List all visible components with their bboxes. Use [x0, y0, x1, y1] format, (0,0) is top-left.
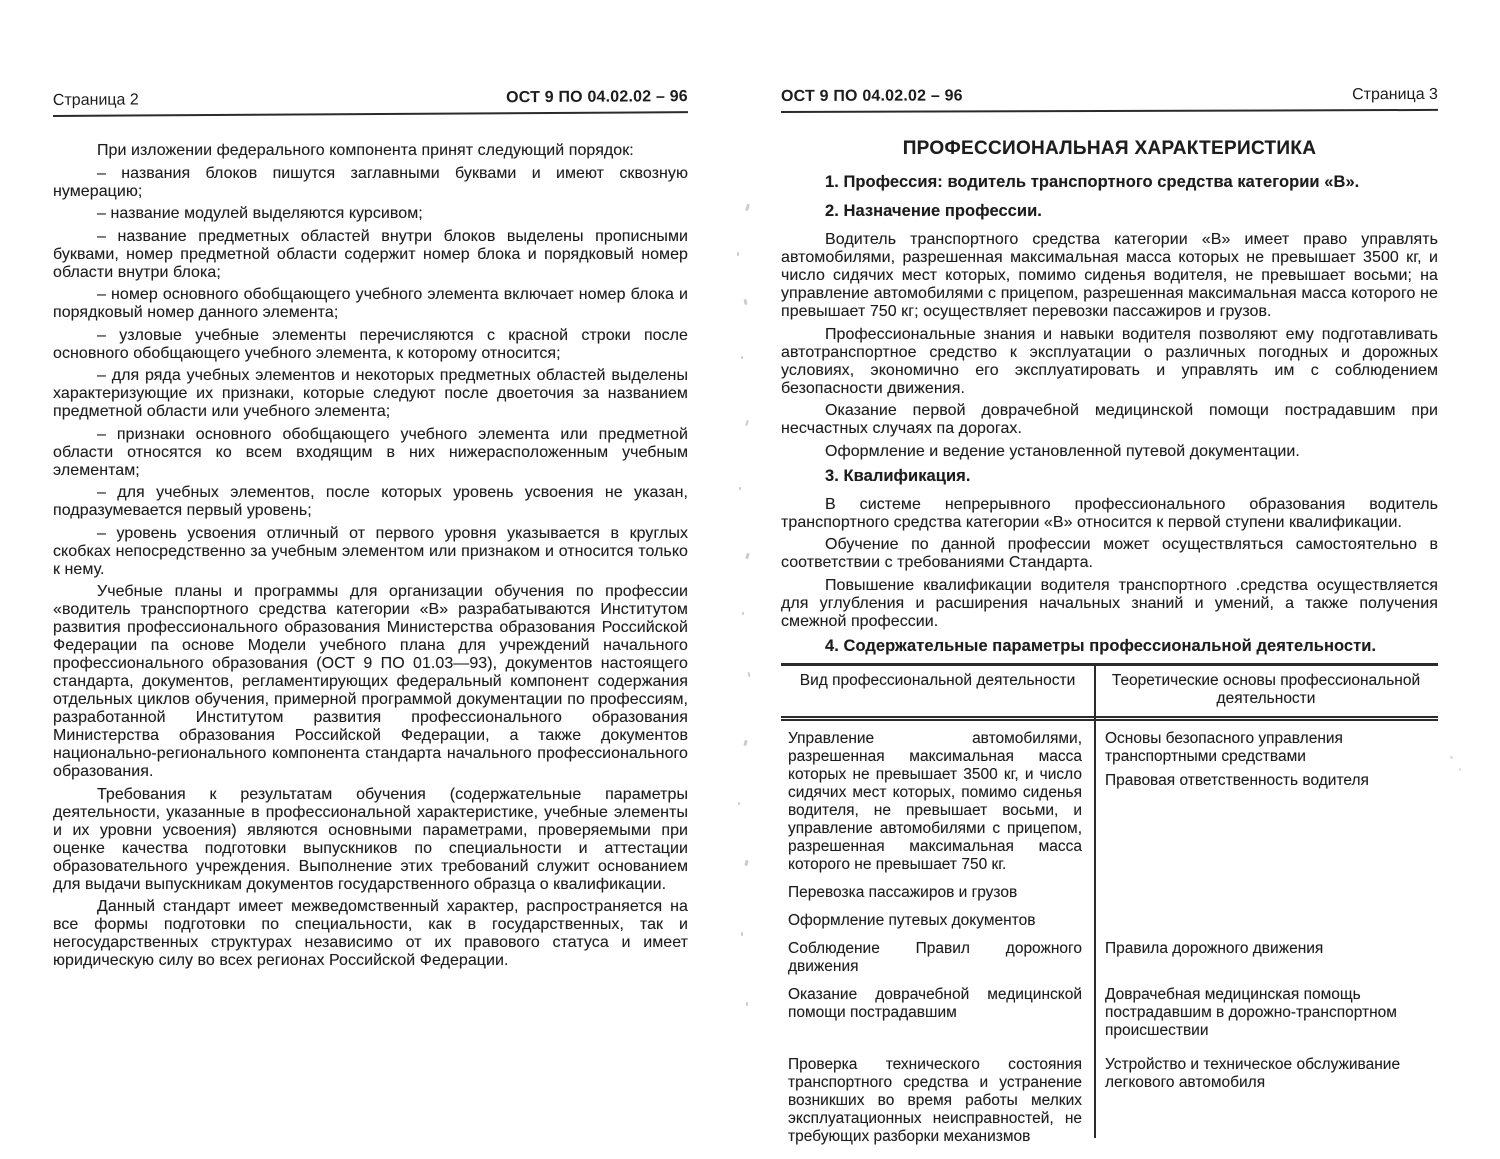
page-number-label: Страница 2: [52, 91, 139, 110]
page-2: [52, 88, 688, 975]
scan-speck: [741, 932, 743, 936]
standard-number: ОСТ 9 ПО 04.02.02 – 96: [780, 87, 963, 106]
paragraph: При изложении федерального компонента принят следующий порядок:: [97, 142, 634, 159]
page3-body: [781, 138, 1438, 1146]
section-heading-2: 2. Назначение профессии.: [825, 202, 1042, 220]
list-item: – названия блоков пишутся заглавными буквами и имеют сквозную нумерацию;: [53, 164, 688, 200]
list-item: – номер основного обобщающего учебного элемента включает номер блока и порядковый номер данного элемента;: [53, 286, 688, 321]
list-item: – название предметных областей внутри блоков выделены прописными буквами, номер предметной области содержит номер блока и порядковый номер области внутри блока;: [53, 227, 688, 281]
list-item: – узловые учебные элементы перечисляются с красной строки после основного обобщающего учебного элемента, к которому относится;: [53, 326, 688, 362]
list-item: – уровень усвоения отличный от первого уровня указывается в круглых скобках непосредственно за учебным элементом или признаком и относится только к нему.: [53, 524, 688, 578]
scan-speck: [737, 252, 739, 256]
scan-speck: [738, 802, 740, 805]
theory-cell: [1094, 940, 1438, 976]
paragraph: Требования к результатам обучения (содержательные параметры деятельности, указанные в профессиональной характеристике, учебные элементы и их уровни усвоения) являются основными параметрами, проверяемыми при оценке качества подготовки выпускников по специальности и аттестации образовательного учреждения. Выполнение этих требований служит основанием для выдачи выпускникам документов государственного образца о квалификации.: [53, 785, 688, 893]
scan-speck: [742, 612, 744, 615]
scan-speck: [1459, 768, 1461, 771]
scan-speck: [745, 553, 750, 560]
theory-paragraph: Правила дорожного движения: [1105, 939, 1324, 957]
scan-speck: [739, 487, 741, 490]
table-row: [781, 1056, 1438, 1146]
paragraph: Повышение квалификации водителя транспортного .средства осуществляется для углубления и расширения начальных знаний и умений, а также получения смежной профессии.: [781, 576, 1438, 630]
paragraph: Профессиональные знания и навыки водителя позволяют ему подготавливать автотранспортное средство к эксплуатации о различных погодных и дорожных условиях, экономично его эксплуатировать и управлять им с соблюдением безопасности движения.: [781, 325, 1438, 397]
theory-paragraph: Устройство и техническое обслуживание легкового автомобиля: [1105, 1055, 1401, 1091]
activity-cell: Оформление путевых документов: [788, 911, 1036, 929]
list-item: – для ряда учебных элементов и некоторых предметных областей выделены характеризующие их признаки, которые следуют после двоеточия за названием предметной области или учебного элемента;: [53, 367, 688, 420]
activity-cell: Перевозка пассажиров и грузов: [788, 883, 1018, 901]
standard-number: ОСТ 9 ПО 04.02.02 – 96: [506, 88, 688, 107]
table-row: [781, 884, 1438, 902]
section-heading-1: 1. Профессия: водитель транспортного средства категории «В».: [825, 173, 1360, 191]
page-title: ПРОФЕССИОНАЛЬНАЯ ХАРАКТЕРИСТИКА: [902, 138, 1317, 159]
page2-body: [53, 142, 688, 970]
paragraph: Оказание первой доврачебной медицинской помощи пострадавшим при несчастных случаях па дорогах.: [781, 402, 1438, 437]
table-column-divider: [1094, 666, 1096, 1138]
theory-paragraph: Правовая ответственность водителя: [1105, 771, 1369, 789]
table-row: [781, 986, 1438, 1046]
theory-paragraph: Доврачебная медицинская помощь пострадавшим в дорожно-транспортном происшествии: [1105, 985, 1397, 1039]
paragraph: Водитель транспортного средства категории «В» имеет право управлять автомобилями, разрешенная максимальная масса которых не превышает 3500 кг, и число сидячих мест которых, помимо сиденья водителя, не превышает восьми; на управление автомобилями с прицепом, разрешенная максимальная масса которого не превышает 750 кг; осуществляет перевозки пассажиров и грузов.: [781, 231, 1438, 320]
activity-cell: Оказание доврачебной медицинской помощи пострадавшим: [788, 985, 1082, 1021]
list-item: – название модулей выделяются курсивом;: [97, 205, 423, 222]
scan-speck: [748, 672, 751, 677]
scan-speck: [1450, 756, 1453, 759]
theory-cell: [1094, 1056, 1438, 1146]
scan-speck: [741, 356, 743, 359]
scan-speck: [746, 1002, 749, 1006]
table-row: [781, 940, 1438, 976]
paragraph: Обучение по данной профессии может осуществляться самостоятельно в соответствии с требованиями Стандарта.: [781, 536, 1438, 571]
section-heading-3: 3. Квалификация.: [825, 466, 971, 485]
theory-cell: [1094, 884, 1438, 902]
page2-header: [53, 88, 688, 117]
scan-speck: [743, 740, 748, 747]
paragraph: Оформление и ведение установленной путевой документации.: [825, 442, 1300, 460]
scan-speck: [745, 204, 750, 212]
page-number-label: Страница 3: [1352, 85, 1438, 104]
theory-paragraph: Основы безопасного управления транспортными средствами: [1105, 729, 1343, 765]
activity-cell: Проверка технического состояния транспортного средства и устранение возникших во время работы мелких эксплуатационных неисправностей, не требующих разборки механизмов: [788, 1055, 1082, 1145]
section-heading-4: 4. Содержательные параметры профессиональной деятельности.: [825, 636, 1377, 655]
table-row: [781, 912, 1438, 930]
theory-cell: [1094, 986, 1438, 1046]
table-body: [781, 721, 1438, 1146]
scan-speck: [744, 860, 748, 867]
scan-speck: [743, 299, 747, 305]
paragraph: Учебные планы и программы для организации обучения по профессии «водитель транспортного средства категории «В» разрабатываются Институтом развития профессионального образования Министерства образования Российской Федерации па основе Модели учебного плана для учреждений начального профессионального образования (ОСТ 9 ПО 01.03—93), документов настоящего стандарта, документов, регламентирующих федеральный компонент содержания отдельных циклов обучения, примерной программой документации по профессиям, разработанной Институтом развития профессионального образования Министерства образования Российской Федерации, а также документов национально-регионального компонента стандарта начального профессионального образования.: [53, 583, 688, 780]
activity-cell: Соблюдение Правил дорожного движения: [788, 939, 1082, 975]
list-item: – для учебных элементов, после которых уровень усвоения не указан, подразумевается первый уровень;: [53, 484, 688, 519]
column-header-theory: Теоретические основы профессиональной деятельности: [1111, 671, 1421, 707]
activity-cell: Управление автомобилями, разрешенная максимальная масса которых не превышает 3500 кг, и число сидячих мест которых, помимо сиденья водителя, не превышает восьми, и управление автомобилями с прицепом, разрешенная максимальная масса которого не превышает 750 кг.: [788, 729, 1082, 873]
theory-cell: [1094, 912, 1438, 930]
theory-cell: [1094, 730, 1438, 874]
page3-header: [781, 86, 1438, 113]
paragraph: Данный стандарт имеет межведомственный характер, распространяется на все формы подготовки по специальности, как в государственных, так и негосударственных структурах независимо от их правового статуса и имеет юридическую силу во всех регионах Российской Федерации.: [53, 898, 688, 969]
paragraph: В системе непрерывного профессионального образования водитель транспортного средства категории «В» относится к первой ступени квалификации.: [781, 495, 1438, 531]
page-3: [780, 85, 1438, 1156]
column-header-activity: Вид профессиональной деятельности: [799, 671, 1076, 689]
scan-speck: [745, 420, 748, 426]
table-row: [781, 730, 1438, 874]
list-item: – признаки основного обобщающего учебного элемента или предметной области относятся ко всем входящим в них нижерасположенным учебным элементам;: [53, 425, 688, 479]
table-header-row: [781, 666, 1438, 721]
activity-theory-table: [781, 663, 1438, 1146]
